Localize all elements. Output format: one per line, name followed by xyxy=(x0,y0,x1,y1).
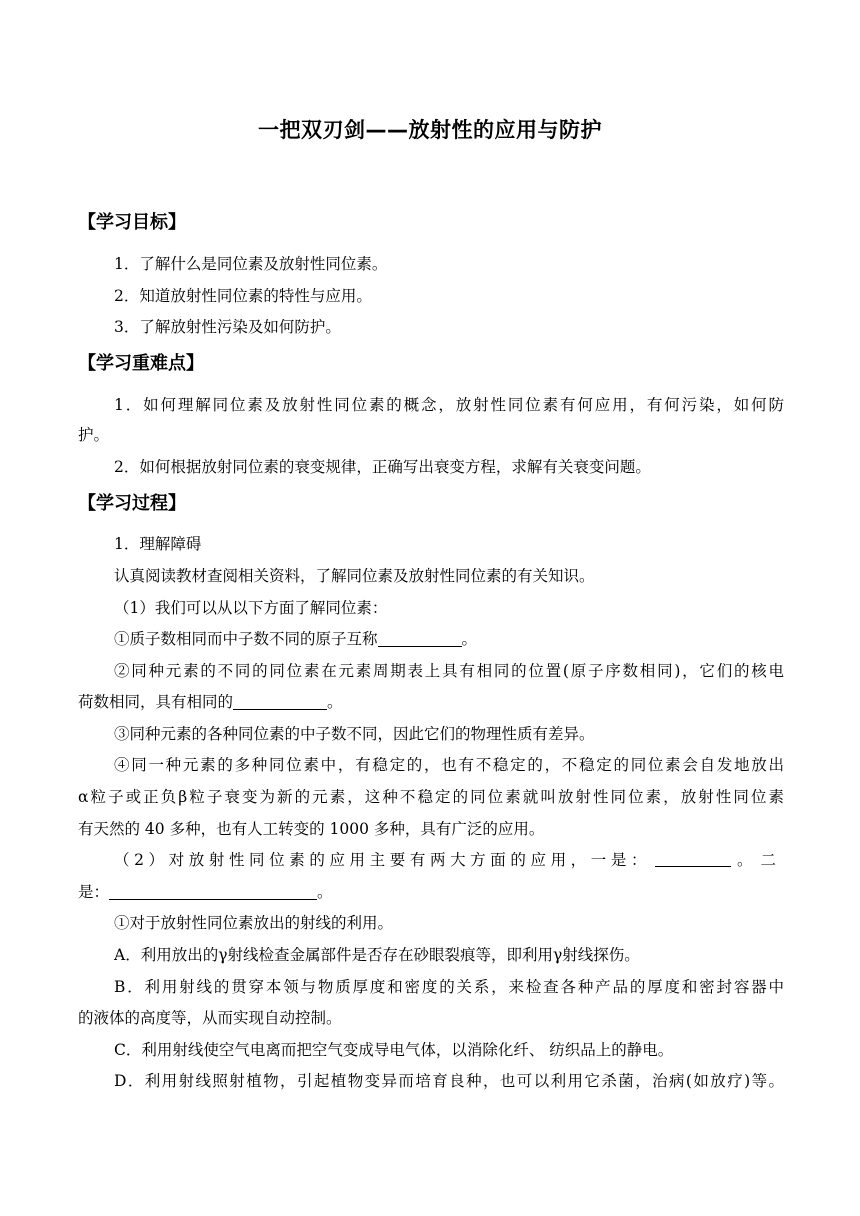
document-title: 一把双刃剑——放射性的应用与防护 xyxy=(258,118,602,142)
difficulty-item-1-line-2: 护。 xyxy=(78,426,110,444)
process-p2-text: （2）对放射性同位素的应用主要有两大方面的应用，一是： xyxy=(114,851,652,869)
process-p1b-line-1: ②同种元素的不同的同位素在元素周期表上具有相同的位置(原子序数相同)，它们的核电 xyxy=(114,662,784,680)
process-p1b-text: 荷数相同，具有相同的 xyxy=(78,693,234,711)
process-p2-text-2: 是： xyxy=(78,883,110,901)
section-heading-goals: 【学习目标】 xyxy=(78,212,186,233)
process-p2-line-1 xyxy=(114,850,784,870)
process-item-b-line-1: B．利用射线的贯穿本领与物质厚度和密度的关系，来检查各种产品的厚度和密封容器中 xyxy=(114,978,784,996)
goal-item-2: 2．知道放射性同位素的特性与应用。 xyxy=(114,287,372,305)
process-intro: 认真阅读教材查阅相关资料，了解同位素及放射性同位素的有关知识。 xyxy=(114,567,595,585)
process-p1a-text: ①质子数相同而中子数不同的原子互称 xyxy=(114,630,378,648)
process-item-c: C．利用射线使空气电离而把空气变成导电气体，以消除化纤、 纺织品上的静电。 xyxy=(114,1041,674,1059)
process-p1d-line-2: α粒子或正负β粒子衰变为新的元素，这种不稳定的同位素就叫放射性同位素，放射性同位素 xyxy=(78,788,784,806)
goal-item-1: 1．了解什么是同位素及放射性同位素。 xyxy=(114,255,388,273)
process-p1d-line-1: ④同一种元素的多种同位素中，有稳定的，也有不稳定的，不稳定的同位素会自发地放出 xyxy=(114,756,784,774)
process-item-a: A．利用放出的γ射线检查金属部件是否存在砂眼裂痕等，即利用γ射线探伤。 xyxy=(114,946,640,964)
process-sub-1: 1．理解障碍 xyxy=(114,535,202,553)
process-p1c: ③同种元素的各种同位素的中子数不同，因此它们的物理性质有差异。 xyxy=(114,725,595,743)
fill-blank-2[interactable] xyxy=(233,693,327,710)
goal-item-3: 3．了解放射性污染及如何防护。 xyxy=(114,318,341,336)
section-heading-process: 【学习过程】 xyxy=(78,493,186,514)
process-p1a xyxy=(114,629,784,649)
fill-blank-1[interactable] xyxy=(378,630,462,647)
process-p1b-end: 。 xyxy=(327,693,343,711)
process-p2-line-2 xyxy=(78,882,784,902)
fill-blank-4[interactable] xyxy=(109,883,317,900)
difficulty-item-2: 2．如何根据放射同位素的衰变规律，正确写出衰变方程，求解有关衰变问题。 xyxy=(114,458,651,476)
process-p1d-line-3: 有天然的 40 多种，也有人工转变的 1000 多种，具有广泛的应用。 xyxy=(78,820,545,838)
process-p2-mid: 。二 xyxy=(736,851,784,869)
process-p1: （1）我们可以从以下方面了解同位素： xyxy=(114,599,388,617)
process-p2-end: 。 xyxy=(317,883,333,901)
section-heading-difficulties: 【学习重难点】 xyxy=(78,353,204,374)
process-item-b-line-2: 的液体的高度等，从而实现自动控制。 xyxy=(78,1009,342,1027)
fill-blank-3[interactable] xyxy=(655,850,731,867)
process-p1b-line-2 xyxy=(78,692,784,712)
process-p1a-end: 。 xyxy=(461,630,478,648)
process-p2a: ①对于放射性同位素放出的射线的利用。 xyxy=(114,914,394,932)
difficulty-item-1-line-1: 1．如何理解同位素及放射性同位素的概念，放射性同位素有何应用，有何污染，如何防 xyxy=(114,396,784,414)
process-item-d: D．利用射线照射植物，引起植物变异而培育良种，也可以利用它杀菌，治病(如放疗)等。 xyxy=(114,1072,784,1090)
